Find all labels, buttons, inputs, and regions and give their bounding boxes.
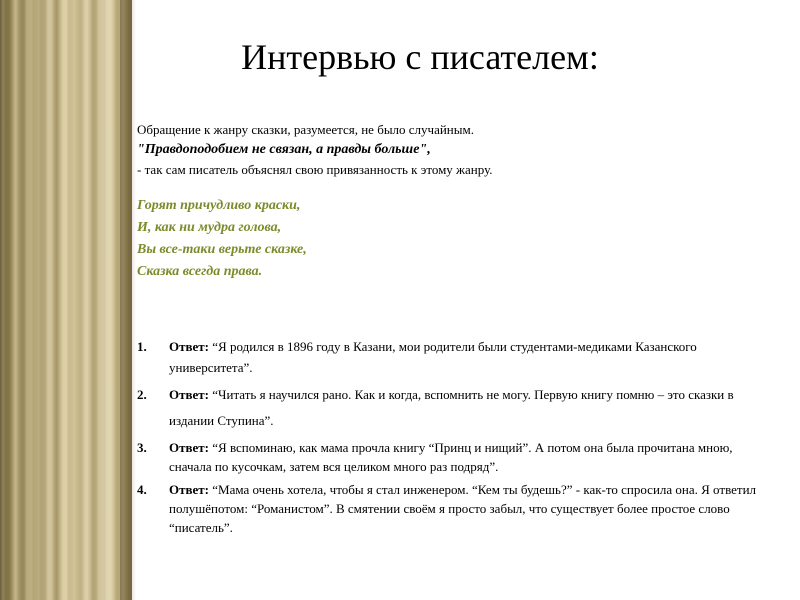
answer-text: “Я вспоминаю, как мама прочла книгу “Принц и нищий”. А потом она была прочитана мною, сначала по кусочкам, затем вся целиком много раз подряд”. [169,440,733,474]
answer-item [137,438,777,476]
poem-line: Горят причудливо краски, [137,198,301,213]
poem [137,195,537,283]
answer-text: “Мама очень хотела, чтобы я стал инженером. “Кем ты будешь?” - как-то спросила она. Я ответил полушёпотом: “Романистом”. В смятении своём я просто забыл, что существует более простое слово “писатель”. [169,482,757,535]
answers-list [137,336,777,541]
answer-number: 1. [137,339,147,354]
answer-item [137,336,777,378]
intro-line: Обращение к жанру сказки, разумеется, не было случайным. [137,122,474,137]
answer-item [137,382,777,434]
answer-text: “Читать я научился рано. Как и когда, вспомнить не могу. Первую книгу помню – это сказки в издании Ступина”. [169,387,734,428]
answer-label: Ответ: [169,339,210,354]
answer-number: 4. [137,482,147,497]
answer-label: Ответ: [169,387,210,402]
page-title: Интервью с писателем: [241,37,599,77]
answer-number: 3. [137,440,147,455]
poem-line: Вы все-таки верьте сказке, [137,242,307,257]
answer-item [137,480,777,537]
intro-line: - так сам писатель объяснял свою привязанность к этому жанру. [137,162,493,177]
decorative-border [0,0,132,600]
intro-paragraph [137,120,777,180]
poem-line: И, как ни мудра голова, [137,220,282,235]
answer-label: Ответ: [169,482,210,497]
answer-number: 2. [137,387,147,402]
answer-text: “Я родился в 1896 году в Казани, мои родители были студентами-медиками Казанского университета”. [169,339,697,375]
intro-quote: "Правдоподобием не связан, а правды больше", [137,142,431,157]
answer-label: Ответ: [169,440,210,455]
border-shadow [120,0,136,600]
poem-line: Сказка всегда права. [137,264,263,279]
